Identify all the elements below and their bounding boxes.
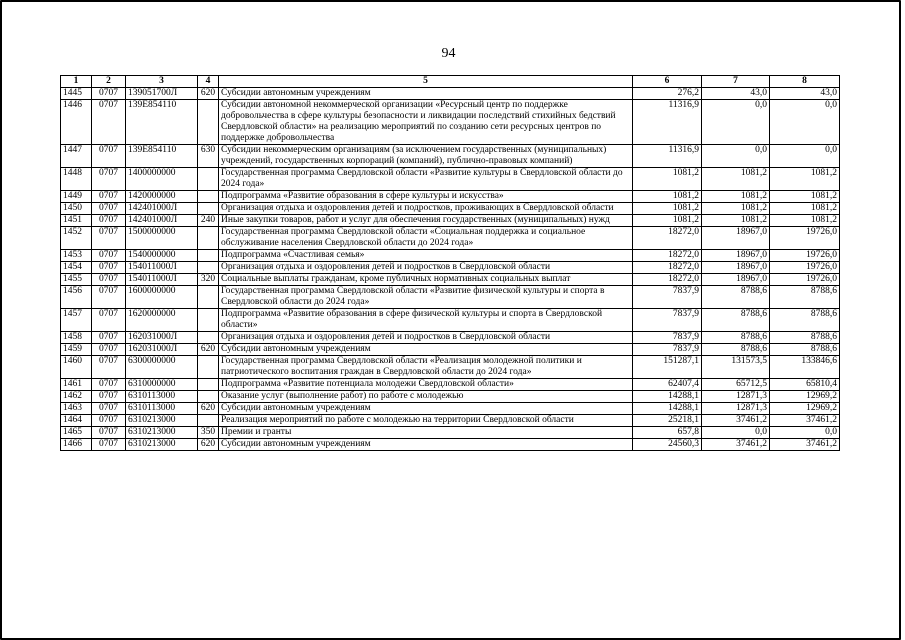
amount-year3-cell: 133846,6 — [770, 356, 840, 379]
amount-year2-cell: 8788,6 — [702, 286, 770, 309]
expense-type-cell — [198, 309, 219, 332]
target-article-cell: 142401000Л — [126, 215, 198, 227]
row-number-cell: 1465 — [61, 427, 92, 439]
table-header — [61, 76, 840, 88]
target-article-cell: 139E854110 — [126, 100, 198, 145]
expense-type-cell — [198, 356, 219, 379]
row-number-cell: 1461 — [61, 379, 92, 391]
section-code-cell: 0707 — [92, 427, 126, 439]
expense-type-cell — [198, 100, 219, 145]
row-number-cell: 1449 — [61, 191, 92, 203]
expense-type-cell — [198, 286, 219, 309]
amount-year3-cell: 8788,6 — [770, 332, 840, 344]
amount-year2-cell: 12871,3 — [702, 391, 770, 403]
section-code-cell: 0707 — [92, 274, 126, 286]
amount-year1-cell: 1081,2 — [633, 203, 702, 215]
item-name-cell: Подпрограмма «Счастливая семья» — [219, 250, 633, 262]
row-number-cell: 1457 — [61, 309, 92, 332]
table-row — [61, 427, 840, 439]
item-name-cell: Иные закупки товаров, работ и услуг для обеспечения государственных (муниципальных) нужд — [219, 215, 633, 227]
row-number-cell: 1456 — [61, 286, 92, 309]
row-number-cell: 1454 — [61, 262, 92, 274]
row-number-cell: 1464 — [61, 415, 92, 427]
table-row — [61, 100, 840, 145]
section-code-cell: 0707 — [92, 215, 126, 227]
amount-year3-cell: 8788,6 — [770, 286, 840, 309]
amount-year1-cell: 1081,2 — [633, 168, 702, 191]
amount-year3-cell: 19726,0 — [770, 227, 840, 250]
amount-year3-cell: 43,0 — [770, 88, 840, 100]
budget-table — [60, 75, 840, 451]
section-code-cell: 0707 — [92, 391, 126, 403]
amount-year3-cell: 0,0 — [770, 145, 840, 168]
amount-year1-cell: 18272,0 — [633, 227, 702, 250]
amount-year1-cell: 7837,9 — [633, 332, 702, 344]
amount-year1-cell: 18272,0 — [633, 262, 702, 274]
item-name-cell: Субсидии автономным учреждениям — [219, 403, 633, 415]
amount-year2-cell: 8788,6 — [702, 309, 770, 332]
expense-type-cell: 620 — [198, 344, 219, 356]
amount-year2-cell: 0,0 — [702, 145, 770, 168]
item-name-cell: Организация отдыха и оздоровления детей и подростков в Свердловской области — [219, 262, 633, 274]
amount-year2-cell: 18967,0 — [702, 262, 770, 274]
amount-year1-cell: 62407,4 — [633, 379, 702, 391]
section-code-cell: 0707 — [92, 286, 126, 309]
section-code-cell: 0707 — [92, 191, 126, 203]
target-article-cell: 154011000Л — [126, 262, 198, 274]
amount-year2-cell: 12871,3 — [702, 403, 770, 415]
section-code-cell: 0707 — [92, 439, 126, 451]
table-row — [61, 391, 840, 403]
item-name-cell: Государственная программа Свердловской области «Социальная поддержка и социальное обслуживание населения Свердловской области до 2024 года» — [219, 227, 633, 250]
target-article-cell: 6310213000 — [126, 427, 198, 439]
expense-type-cell — [198, 203, 219, 215]
header-cell: 4 — [198, 76, 219, 88]
header-cell: 3 — [126, 76, 198, 88]
header-cell: 1 — [61, 76, 92, 88]
amount-year1-cell: 276,2 — [633, 88, 702, 100]
row-number-cell: 1460 — [61, 356, 92, 379]
item-name-cell: Социальные выплаты гражданам, кроме публичных нормативных социальных выплат — [219, 274, 633, 286]
target-article-cell: 1400000000 — [126, 168, 198, 191]
header-cell: 5 — [219, 76, 633, 88]
amount-year2-cell: 0,0 — [702, 100, 770, 145]
item-name-cell: Государственная программа Свердловской области «Развитие физической культуры и спорта в Свердловской области до 2024 года» — [219, 286, 633, 309]
target-article-cell: 162031000Л — [126, 344, 198, 356]
amount-year3-cell: 65810,4 — [770, 379, 840, 391]
table-row — [61, 379, 840, 391]
header-cell: 7 — [702, 76, 770, 88]
amount-year2-cell: 8788,6 — [702, 344, 770, 356]
target-article-cell: 1540000000 — [126, 250, 198, 262]
expense-type-cell — [198, 262, 219, 274]
item-name-cell: Реализация мероприятий по работе с молодежью на территории Свердловской области — [219, 415, 633, 427]
item-name-cell: Субсидии автономным учреждениям — [219, 88, 633, 100]
expense-type-cell: 320 — [198, 274, 219, 286]
amount-year3-cell: 19726,0 — [770, 250, 840, 262]
target-article-cell: 1600000000 — [126, 286, 198, 309]
row-number-cell: 1466 — [61, 439, 92, 451]
row-number-cell: 1448 — [61, 168, 92, 191]
row-number-cell: 1446 — [61, 100, 92, 145]
expense-type-cell — [198, 250, 219, 262]
section-code-cell: 0707 — [92, 379, 126, 391]
amount-year3-cell: 19726,0 — [770, 274, 840, 286]
target-article-cell: 162031000Л — [126, 332, 198, 344]
table-row — [61, 203, 840, 215]
amount-year2-cell: 131573,5 — [702, 356, 770, 379]
section-code-cell: 0707 — [92, 356, 126, 379]
item-name-cell: Подпрограмма «Развитие образования в сфере физической культуры и спорта в Свердловской области» — [219, 309, 633, 332]
amount-year1-cell: 7837,9 — [633, 286, 702, 309]
amount-year1-cell: 18272,0 — [633, 250, 702, 262]
target-article-cell: 6300000000 — [126, 356, 198, 379]
amount-year1-cell: 14288,1 — [633, 391, 702, 403]
target-article-cell: 1620000000 — [126, 309, 198, 332]
amount-year3-cell: 8788,6 — [770, 309, 840, 332]
page-number: 94 — [441, 46, 456, 61]
row-number-cell: 1452 — [61, 227, 92, 250]
target-article-cell: 6310113000 — [126, 391, 198, 403]
table-row — [61, 88, 840, 100]
section-code-cell: 0707 — [92, 88, 126, 100]
section-code-cell: 0707 — [92, 100, 126, 145]
expense-type-cell: 620 — [198, 88, 219, 100]
row-number-cell: 1458 — [61, 332, 92, 344]
amount-year1-cell: 11316,9 — [633, 100, 702, 145]
item-name-cell: Подпрограмма «Развитие образования в сфере культуры и искусства» — [219, 191, 633, 203]
amount-year1-cell: 18272,0 — [633, 274, 702, 286]
amount-year2-cell: 1081,2 — [702, 191, 770, 203]
expense-type-cell: 620 — [198, 439, 219, 451]
amount-year1-cell: 151287,1 — [633, 356, 702, 379]
header-cell: 6 — [633, 76, 702, 88]
row-number-cell: 1463 — [61, 403, 92, 415]
item-name-cell: Организация отдыха и оздоровления детей и подростков в Свердловской области — [219, 332, 633, 344]
table-row — [61, 145, 840, 168]
amount-year1-cell: 11316,9 — [633, 145, 702, 168]
table-row — [61, 286, 840, 309]
expense-type-cell — [198, 332, 219, 344]
item-name-cell: Субсидии автономным учреждениям — [219, 439, 633, 451]
row-number-cell: 1451 — [61, 215, 92, 227]
target-article-cell: 139051700Л — [126, 88, 198, 100]
amount-year3-cell: 12969,2 — [770, 403, 840, 415]
table-row — [61, 168, 840, 191]
item-name-cell: Оказание услуг (выполнение работ) по работе с молодежью — [219, 391, 633, 403]
amount-year2-cell: 18967,0 — [702, 227, 770, 250]
table-row — [61, 250, 840, 262]
row-number-cell: 1455 — [61, 274, 92, 286]
item-name-cell: Государственная программа Свердловской области «Реализация молодежной политики и патриотического воспитания граждан в Свердловской области до 2024 года» — [219, 356, 633, 379]
amount-year2-cell: 18967,0 — [702, 250, 770, 262]
amount-year3-cell: 12969,2 — [770, 391, 840, 403]
amount-year1-cell: 14288,1 — [633, 403, 702, 415]
amount-year3-cell: 37461,2 — [770, 415, 840, 427]
section-code-cell: 0707 — [92, 250, 126, 262]
amount-year1-cell: 7837,9 — [633, 344, 702, 356]
amount-year1-cell: 24560,3 — [633, 439, 702, 451]
section-code-cell: 0707 — [92, 168, 126, 191]
item-name-cell: Организация отдыха и оздоровления детей и подростков, проживающих в Свердловской области — [219, 203, 633, 215]
item-name-cell: Государственная программа Свердловской области «Развитие культуры в Свердловской области до 2024 года» — [219, 168, 633, 191]
target-article-cell: 6310000000 — [126, 379, 198, 391]
section-code-cell: 0707 — [92, 403, 126, 415]
header-cell: 2 — [92, 76, 126, 88]
expense-type-cell — [198, 415, 219, 427]
target-article-cell: 139E854110 — [126, 145, 198, 168]
amount-year1-cell: 7837,9 — [633, 309, 702, 332]
table-row — [61, 274, 840, 286]
section-code-cell: 0707 — [92, 332, 126, 344]
item-name-cell: Субсидии автономной некоммерческой организации «Ресурсный центр по поддержке добровольчества в сфере культуры безопасности и ликвидации последствий стихийных бедствий Свердловской области» на реализацию мероприятий по созданию сети ресурсных центров по поддержке добровольчества — [219, 100, 633, 145]
amount-year3-cell: 1081,2 — [770, 168, 840, 191]
amount-year3-cell: 1081,2 — [770, 191, 840, 203]
amount-year1-cell: 1081,2 — [633, 191, 702, 203]
table-row — [61, 415, 840, 427]
expense-type-cell — [198, 379, 219, 391]
section-code-cell: 0707 — [92, 344, 126, 356]
amount-year2-cell: 1081,2 — [702, 168, 770, 191]
row-number-cell: 1447 — [61, 145, 92, 168]
section-code-cell: 0707 — [92, 145, 126, 168]
header-cell: 8 — [770, 76, 840, 88]
table-body — [61, 88, 840, 451]
expense-type-cell: 630 — [198, 145, 219, 168]
table-row — [61, 262, 840, 274]
target-article-cell: 1500000000 — [126, 227, 198, 250]
expense-type-cell: 240 — [198, 215, 219, 227]
target-article-cell: 6310213000 — [126, 415, 198, 427]
table-row — [61, 215, 840, 227]
table-row — [61, 356, 840, 379]
amount-year2-cell: 65712,5 — [702, 379, 770, 391]
expense-type-cell — [198, 191, 219, 203]
amount-year3-cell: 1081,2 — [770, 203, 840, 215]
amount-year2-cell: 1081,2 — [702, 203, 770, 215]
section-code-cell: 0707 — [92, 262, 126, 274]
amount-year2-cell: 8788,6 — [702, 332, 770, 344]
table-row — [61, 439, 840, 451]
expense-type-cell — [198, 227, 219, 250]
amount-year3-cell: 0,0 — [770, 100, 840, 145]
row-number-cell: 1462 — [61, 391, 92, 403]
section-code-cell: 0707 — [92, 309, 126, 332]
target-article-cell: 6310213000 — [126, 439, 198, 451]
target-article-cell: 154011000Л — [126, 274, 198, 286]
header-row — [61, 76, 840, 88]
target-article-cell: 6310113000 — [126, 403, 198, 415]
row-number-cell: 1450 — [61, 203, 92, 215]
table-row — [61, 344, 840, 356]
amount-year3-cell: 1081,2 — [770, 215, 840, 227]
amount-year2-cell: 1081,2 — [702, 215, 770, 227]
table-row — [61, 191, 840, 203]
item-name-cell: Премии и гранты — [219, 427, 633, 439]
amount-year1-cell: 1081,2 — [633, 215, 702, 227]
amount-year3-cell: 37461,2 — [770, 439, 840, 451]
section-code-cell: 0707 — [92, 415, 126, 427]
amount-year3-cell: 8788,6 — [770, 344, 840, 356]
section-code-cell: 0707 — [92, 203, 126, 215]
table-row — [61, 227, 840, 250]
table-row — [61, 403, 840, 415]
row-number-cell: 1453 — [61, 250, 92, 262]
amount-year3-cell: 19726,0 — [770, 262, 840, 274]
expense-type-cell: 350 — [198, 427, 219, 439]
row-number-cell: 1445 — [61, 88, 92, 100]
amount-year1-cell: 657,8 — [633, 427, 702, 439]
expense-type-cell — [198, 168, 219, 191]
row-number-cell: 1459 — [61, 344, 92, 356]
amount-year2-cell: 37461,2 — [702, 439, 770, 451]
amount-year2-cell: 0,0 — [702, 427, 770, 439]
target-article-cell: 1420000000 — [126, 191, 198, 203]
item-name-cell: Субсидии некоммерческим организациям (за исключением государственных (муниципальных) учреждений, государственных корпораций (компаний), публично-правовых компаний) — [219, 145, 633, 168]
table-row — [61, 309, 840, 332]
expense-type-cell — [198, 391, 219, 403]
item-name-cell: Субсидии автономным учреждениям — [219, 344, 633, 356]
amount-year1-cell: 25218,1 — [633, 415, 702, 427]
amount-year2-cell: 37461,2 — [702, 415, 770, 427]
amount-year3-cell: 0,0 — [770, 427, 840, 439]
item-name-cell: Подпрограмма «Развитие потенциала молодежи Свердловской области» — [219, 379, 633, 391]
section-code-cell: 0707 — [92, 227, 126, 250]
expense-type-cell: 620 — [198, 403, 219, 415]
amount-year2-cell: 18967,0 — [702, 274, 770, 286]
table-row — [61, 332, 840, 344]
amount-year2-cell: 43,0 — [702, 88, 770, 100]
target-article-cell: 142401000Л — [126, 203, 198, 215]
